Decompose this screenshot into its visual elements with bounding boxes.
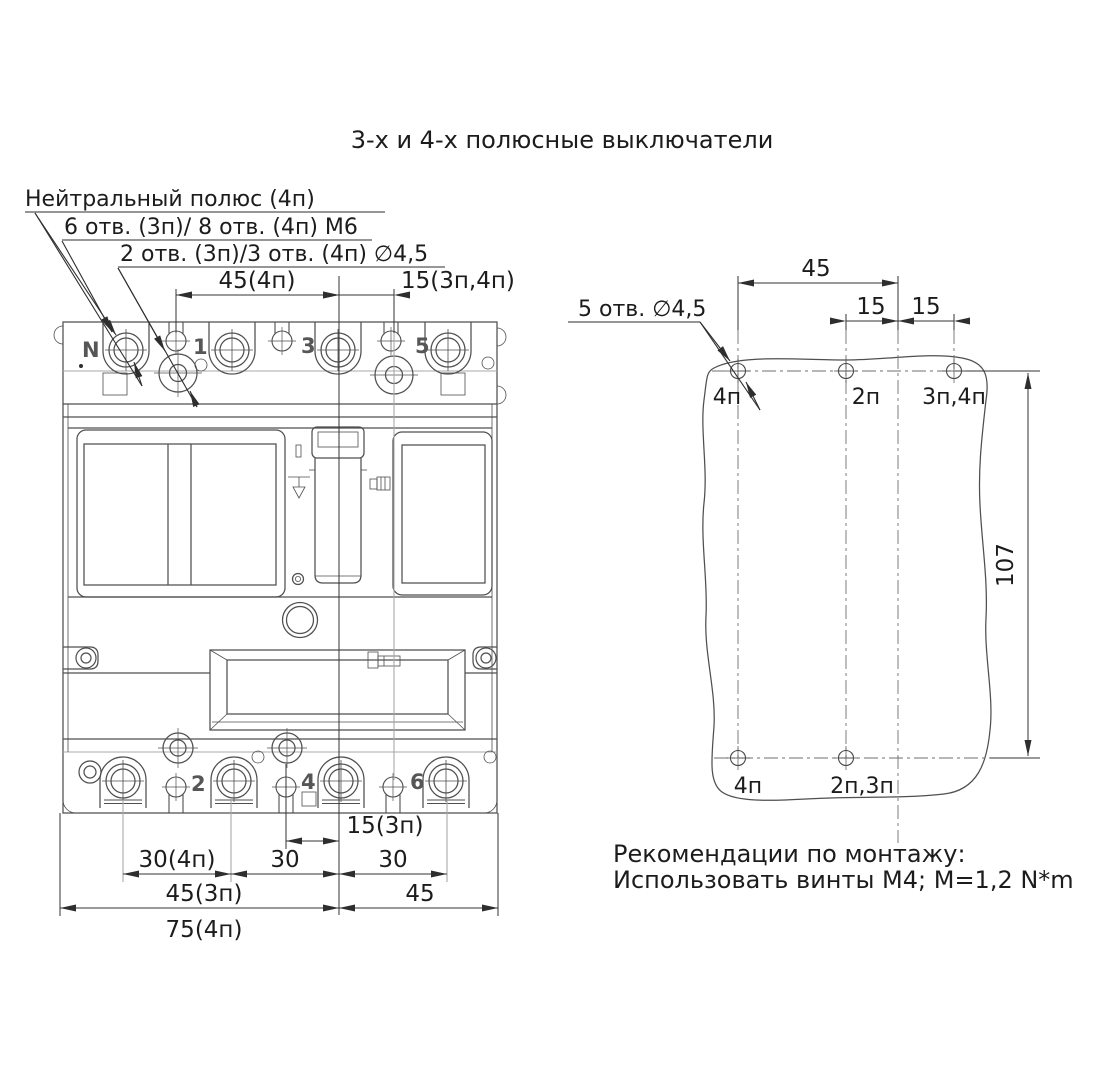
mount-dimensions [738, 256, 1028, 756]
hole-label-top-2p: 2п [851, 385, 881, 410]
notes-line-2: Использовать винты М4; М=1,2 N*m [613, 866, 1074, 894]
terminal-screw-N [103, 322, 149, 374]
mount-hole-bottom-4p [726, 746, 750, 770]
hole-label-bottom-2p3p: 2п,3п [830, 774, 894, 799]
dim-107: 107 [993, 543, 1019, 587]
terminal-screw-3 [315, 322, 361, 374]
front-hole-4-5 [158, 728, 198, 768]
top-terminal-strip [79, 322, 494, 399]
mount-hole-bottom-2p3p [834, 746, 858, 770]
front-view [25, 187, 515, 943]
bottom-terminal-strip [79, 728, 496, 813]
notes-line-1: Рекомендации по монтажу: [613, 840, 966, 868]
callout-d45-holes: 2 отв. (3п)/3 отв. (4п) ∅4,5 [120, 242, 429, 267]
terminal-screw-1 [209, 322, 255, 374]
dim-45-right: 45 [405, 881, 435, 907]
breaker-outline [54, 322, 506, 813]
terminal-label-1: 1 [193, 335, 208, 359]
terminal-screw-4 [318, 757, 364, 808]
callout-5-holes: 5 отв. ∅4,5 [578, 297, 707, 322]
keyhole-slot [377, 322, 405, 355]
page-title: 3-х и 4-х полюсные выключатели [350, 126, 774, 154]
label-plate [210, 650, 465, 730]
terminal-label-4: 4 [301, 770, 316, 794]
terminal-screw-2 [211, 757, 257, 808]
terminal-label-n: N [82, 338, 100, 362]
mount-hole-top-2p [834, 359, 858, 383]
on-mark-icon [296, 445, 301, 457]
trip-arrow-icon [288, 477, 310, 498]
test-button-icon [370, 477, 390, 490]
dim-15-b: 15 [911, 294, 941, 320]
dim-15-3p: 15(3п) [346, 813, 424, 839]
terminal-label-6: 6 [410, 770, 425, 794]
keyhole-slot [379, 773, 407, 813]
mounting-plate-outline [703, 356, 991, 801]
callout-neutral-pole: Нейтральный полюс (4п) [25, 187, 315, 212]
center-lines [712, 276, 1040, 843]
callout-m6-holes: 6 отв. (3п)/ 8 отв. (4п) М6 [64, 215, 358, 240]
mount-hole-top-3p4p [942, 359, 966, 383]
dim-75-4p: 75(4п) [165, 917, 243, 943]
dim-15-a: 15 [856, 294, 886, 320]
dim-15-3p4p: 15(3п,4п) [401, 268, 515, 294]
dim-30-a: 30 [270, 847, 300, 873]
front-hole-4-5 [267, 728, 307, 768]
breaker-face [63, 427, 497, 730]
hole-label-top-4p: 4п [712, 385, 742, 410]
terminal-screw-5 [425, 322, 471, 374]
terminal-label-3: 3 [301, 334, 316, 358]
hole-label-top-3p4p: 3п,4п [922, 385, 986, 410]
hole-label-bottom-4p: 4п [733, 774, 763, 799]
mounting-view [568, 256, 1040, 843]
toggle-handle [309, 427, 367, 583]
dim-30-4p: 30(4п) [138, 847, 216, 873]
terminal-label-5: 5 [415, 334, 430, 358]
keyhole-slot [268, 322, 296, 355]
dim-30-b: 30 [378, 847, 408, 873]
dim-45: 45 [801, 256, 831, 282]
terminal-screw-6 [423, 757, 469, 808]
mounting-notes [613, 840, 1074, 894]
terminal-label-2: 2 [191, 772, 206, 796]
dim-45-4p: 45(4п) [218, 268, 296, 294]
pushbutton [283, 603, 318, 638]
dim-45-3p: 45(3п) [165, 881, 243, 907]
keyhole-slot [162, 773, 190, 813]
